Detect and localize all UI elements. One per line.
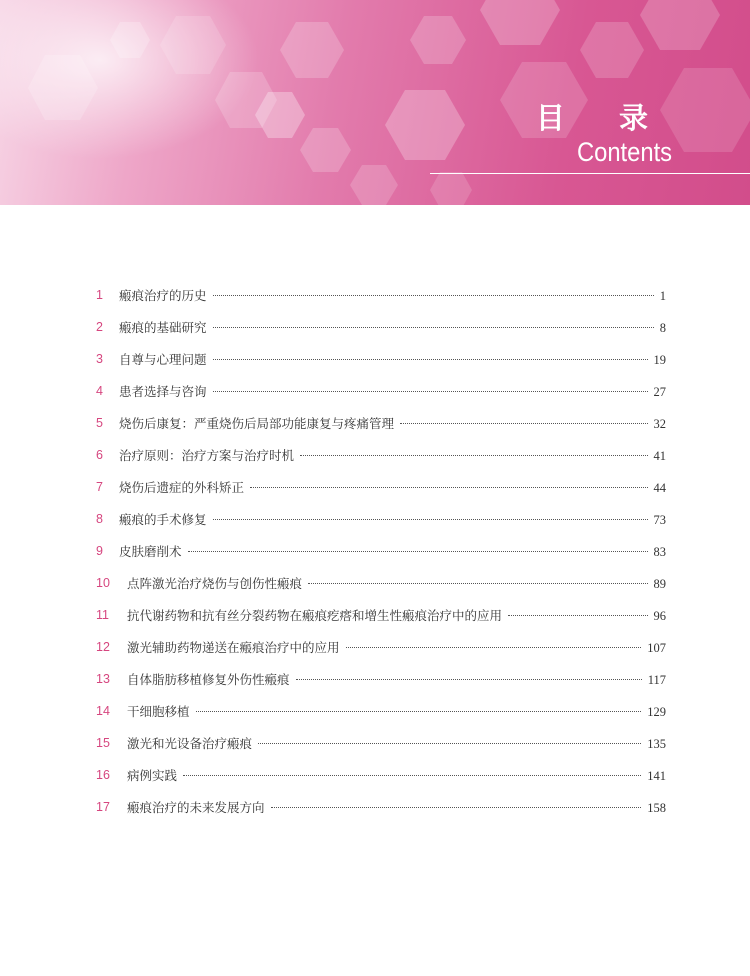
header-banner [0,0,750,205]
dot-leader [188,551,648,552]
dot-leader [196,711,642,712]
toc-entry[interactable] [0,793,750,823]
page-number: 135 [647,737,666,751]
toc-entry[interactable] [0,377,750,407]
toc-title-english: Contents [576,137,672,167]
page-number: 8 [659,321,666,335]
chapter-number: 7 [96,480,103,494]
page-number: 1 [659,289,666,303]
chapter-title: 自尊与心理问题 [119,352,207,367]
page-number: 107 [647,641,666,655]
chapter-number: 12 [96,640,110,654]
chapter-title: 激光辅助药物递送在瘢痕治疗中的应用 [127,640,340,655]
chapter-number: 5 [96,416,103,430]
dot-leader [508,615,647,616]
page-number: 129 [647,705,666,719]
dot-leader [213,327,654,328]
toc-entry[interactable] [0,345,750,375]
toc-title-chinese: 目 录 [535,101,670,135]
chapter-number: 11 [96,608,109,622]
page-number: 158 [647,801,666,815]
chapter-title: 烧伤后遗症的外科矫正 [119,480,245,495]
toc-entry[interactable] [0,633,750,663]
chapter-number: 8 [96,512,103,526]
chapter-title: 瘢痕治疗的未来发展方向 [127,800,265,815]
page-number: 141 [647,769,666,783]
hexagon [110,22,150,58]
dot-leader [213,391,648,392]
chapter-number: 4 [96,384,103,398]
toc-entry[interactable] [0,537,750,567]
hexagon [280,22,344,78]
toc-entry[interactable] [0,729,750,759]
hexagon [430,172,472,205]
hexagon [410,16,466,64]
chapter-number: 9 [96,544,103,558]
chapter-number: 17 [96,800,110,814]
page-number: 117 [647,673,666,687]
hexagon [660,68,750,152]
toc-entry[interactable] [0,473,750,503]
toc-entry[interactable] [0,697,750,727]
page-number: 73 [653,513,666,527]
chapter-number: 16 [96,768,110,782]
hexagon [640,0,720,50]
dot-leader [250,487,647,488]
chapter-title: 瘢痕的手术修复 [119,512,207,527]
chapter-title: 瘢痕治疗的历史 [119,288,207,303]
hexagon [385,90,465,160]
dot-leader [213,295,654,296]
chapter-number: 2 [96,320,103,334]
toc-entry[interactable] [0,569,750,599]
dot-leader [213,359,648,360]
dot-leader [400,423,647,424]
page-number: 19 [653,353,666,367]
toc-entry[interactable] [0,761,750,791]
hexagon [300,128,351,172]
toc-entry[interactable] [0,409,750,439]
chapter-title: 瘢痕的基础研究 [119,320,207,335]
chapter-number: 1 [96,288,103,302]
page-number: 83 [653,545,666,559]
chapter-number: 10 [96,576,110,590]
toc-entry[interactable] [0,665,750,695]
dot-leader [271,807,642,808]
dot-leader [183,775,641,776]
hexagon [480,0,560,45]
chapter-title: 皮肤磨削术 [119,544,182,559]
chapter-title: 激光和光设备治疗瘢痕 [127,736,253,751]
toc-entry[interactable] [0,313,750,343]
dot-leader [258,743,641,744]
dot-leader [296,679,642,680]
toc-entry[interactable] [0,505,750,535]
dot-leader [213,519,648,520]
hexagon [28,55,98,120]
toc-entry[interactable] [0,281,750,311]
chapter-title: 点阵激光治疗烧伤与创伤性瘢痕 [127,576,303,591]
chapter-title: 抗代谢药物和抗有丝分裂药物在瘢痕疙瘩和增生性瘢痕治疗中的应用 [127,608,503,623]
page-number: 96 [653,609,666,623]
page-number: 27 [653,385,666,399]
chapter-title: 患者选择与咨询 [119,384,207,399]
chapter-title: 自体脂肪移植修复外伤性瘢痕 [127,672,290,687]
chapter-number: 6 [96,448,103,462]
toc-entry[interactable] [0,441,750,471]
hexagon [160,16,226,74]
page-number: 41 [653,449,666,463]
title-divider [430,173,750,174]
page-number: 89 [653,577,666,591]
page-number: 32 [653,417,666,431]
chapter-number: 13 [96,672,110,686]
hexagon [350,165,398,205]
toc-entry[interactable] [0,601,750,631]
dot-leader [308,583,647,584]
chapter-number: 14 [96,704,110,718]
chapter-number: 15 [96,736,110,750]
chapter-title: 干细胞移植 [127,704,190,719]
page-number: 44 [653,481,666,495]
chapter-title: 病例实践 [127,768,178,783]
dot-leader [346,647,642,648]
dot-leader [300,455,647,456]
hexagon [580,22,644,78]
chapter-title: 烧伤后康复：严重烧伤后局部功能康复与疼痛管理 [119,416,395,431]
chapter-number: 3 [96,352,103,366]
chapter-title: 治疗原则：治疗方案与治疗时机 [119,448,295,463]
